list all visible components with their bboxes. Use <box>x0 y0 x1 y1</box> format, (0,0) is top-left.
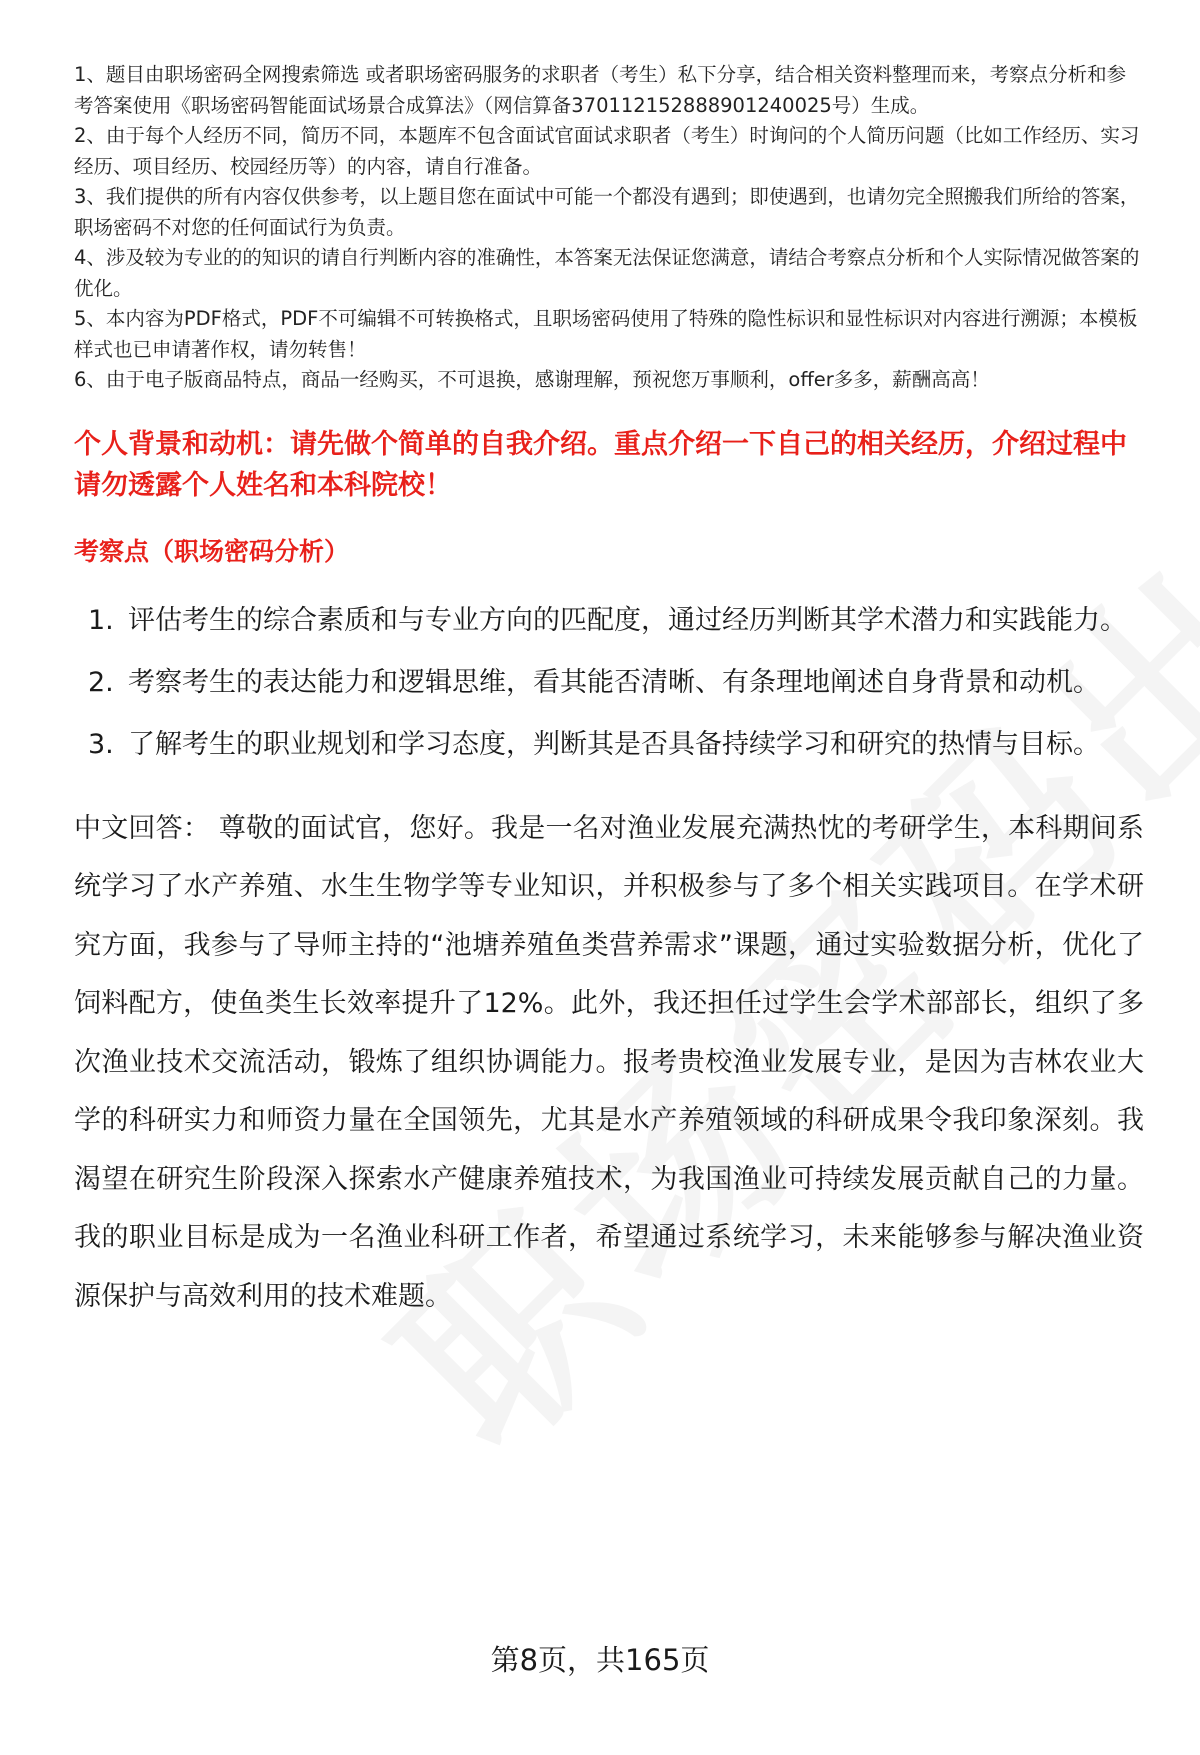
list-item-number: 1. <box>88 604 114 636</box>
note-item: 1、题目由职场密码全网搜索筛选 或者职场密码服务的求职者（考生）私下分享，结合相关资料整理而来，考察点分析和参考答案使用《职场密码智能面试场景合成算法》（网信算备370112152888901240025号）生成。 <box>74 63 1127 117</box>
question-title: 个人背景和动机：请先做个简单的自我介绍。重点介绍一下自己的相关经历，介绍过程中请勿透露个人姓名和本科院校！ <box>74 428 1127 501</box>
list-item <box>74 654 1144 712</box>
list-item <box>74 716 1144 774</box>
note-item: 5、本内容为PDF格式，PDF不可编辑不可转换格式，且职场密码使用了特殊的隐性标识和显性标识对内容进行溯源；本模板样式也已申请著作权，请勿转售！ <box>74 307 1138 361</box>
analysis-heading: 考察点（职场密码分析） <box>74 536 350 566</box>
document-page <box>74 60 1144 1326</box>
list-item-number: 2. <box>88 666 114 698</box>
list-item-text: 考察考生的表达能力和逻辑思维，看其能否清晰、有条理地阐述自身背景和动机。 <box>128 666 1100 698</box>
note-item: 4、涉及较为专业的的知识的请自行判断内容的准确性，本答案无法保证您满意，请结合考察点分析和个人实际情况做答案的优化。 <box>74 246 1140 300</box>
page-number: 第8页，共165页 <box>490 1643 710 1677</box>
note-item: 6、由于电子版商品特点，商品一经购买，不可退换，感谢理解，预祝您万事顺利，offer多多，薪酬高高！ <box>74 368 990 391</box>
list-item-number: 3. <box>88 728 114 760</box>
disclaimer-notes <box>74 60 1144 396</box>
note-item: 2、由于每个人经历不同，简历不同，本题库不包含面试官面试求职者（考生）时询问的个人简历问题（比如工作经历、实习经历、项目经历、校园经历等）的内容，请自行准备。 <box>74 124 1140 178</box>
note-item: 3、我们提供的所有内容仅供参考，以上题目您在面试中可能一个都没有遇到；即使遇到，也请勿完全照搬我们所给的答案，职场密码不对您的任何面试行为负责。 <box>74 185 1140 239</box>
list-item-text: 了解考生的职业规划和学习态度，判断其是否具备持续学习和研究的热情与目标。 <box>128 728 1100 760</box>
list-item <box>74 592 1144 650</box>
answer-paragraph: 中文回答： 尊敬的面试官，您好。我是一名对渔业发展充满热忱的考研学生，本科期间系统学习了水产养殖、水生生物学等专业知识，并积极参与了多个相关实践项目。在学术研究方面，我参与了导师主持的“池塘养殖鱼类营养需求”课题，通过实验数据分析，优化了饲料配方，使鱼类生长效率提升了12%。此外，我还担任过学生会学术部部长，组织了多次渔业技术交流活动，锻炼了组织协调能力。报考贵校渔业发展专业，是因为吉林农业大学的科研实力和师资力量在全国领先，尤其是水产养殖领域的科研成果令我印象深刻。我渴望在研究生阶段深入探索水产健康养殖技术，为我国渔业可持续发展贡献自己的力量。我的职业目标是成为一名渔业科研工作者，希望通过系统学习，未来能够参与解决渔业资源保护与高效利用的技术难题。 <box>74 812 1144 1312</box>
list-item-text: 评估考生的综合素质和与专业方向的匹配度，通过经历判断其学术潜力和实践能力。 <box>128 604 1127 636</box>
analysis-points <box>74 592 1144 774</box>
